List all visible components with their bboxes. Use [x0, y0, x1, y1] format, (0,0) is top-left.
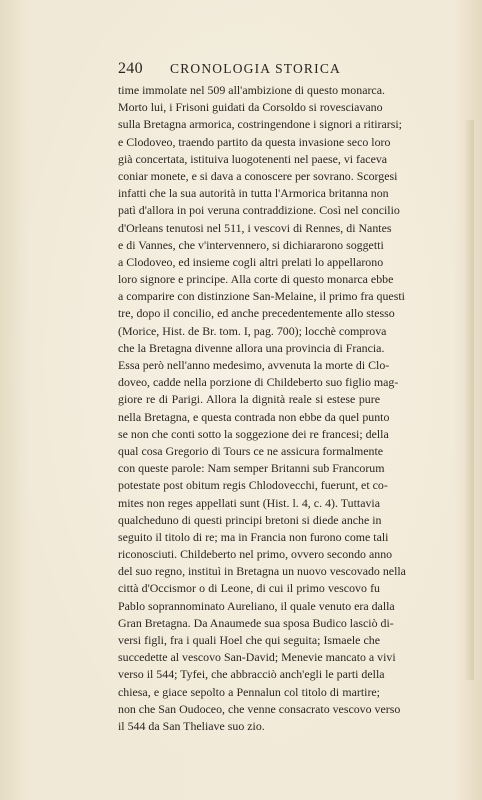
- text-line: nella Bretagna, e questa contrada non ebbe da quel punto: [118, 409, 390, 424]
- text-line: sulla Bretagna armorica, costringendone i signori a ritirarsi;: [118, 117, 402, 132]
- running-head: CRONOLOGIA STORICA: [170, 61, 341, 76]
- text-line: (Morice, Hist. de Br. tom. I, pag. 700); locchè comprova: [118, 323, 387, 338]
- text-line: già concertata, istituiva luogotenenti nel paese, vi faceva: [118, 151, 388, 166]
- text-line: infatti che la sua autorità in tutta l'Armorica britanna non: [118, 186, 389, 201]
- text-line: tre, dopo il concilio, ed anche precedentemente allo stesso: [118, 306, 395, 321]
- text-line: a comparire con distinzione San-Melaine, il primo fra questi: [118, 289, 405, 304]
- text-line: e di Vannes, che v'intervennero, si dichiararono soggetti: [118, 237, 384, 252]
- text-line: riconosciuti. Childeberto nel primo, ovvero secondo anno: [118, 547, 393, 562]
- text-line: e Clodoveo, traendo partito da questa invasione seco loro: [118, 134, 391, 149]
- text-line: del suo regno, instituì in Bretagna un nuovo vescovado nella: [118, 564, 406, 579]
- text-line: non che San Oudoceo, che venne consacrato vescovo verso: [118, 701, 401, 716]
- text-line: potestate post obitum regis Chlodovecchi, fuerunt, et co-: [118, 478, 388, 493]
- text-line: mites non reges appellati sunt (Hist. l. 4, c. 4). Tuttavia: [118, 495, 380, 510]
- page-header: [118, 58, 380, 80]
- body-text: [118, 82, 406, 735]
- text-line: coniar monete, e si dava a conoscere per sovrano. Scorgesi: [118, 168, 398, 183]
- text-line: Gran Bretagna. Da Anaumede sua sposa Budico lasciò di-: [118, 615, 394, 630]
- text-line: giore re di Parigi. Allora la dignità reale si estese pure: [118, 392, 380, 407]
- text-line: time immolate nel 509 all'ambizione di questo monarca.: [118, 83, 385, 97]
- text-line: il 544 da San Theliave suo zio.: [118, 718, 265, 733]
- text-line: loro signore e principe. Alla corte di questo monarca ebbe: [118, 272, 394, 287]
- text-line: Pablo soprannominato Aureliano, il quale venuto era dalla: [118, 598, 395, 613]
- text-line: patì d'allora in poi veruna contraddizione. Così nel concilio: [118, 203, 400, 218]
- text-line: chiesa, e giace sepolto a Pennalun col titolo di martire;: [118, 684, 380, 699]
- text-line: città d'Occismor o di Leone, di cui il primo vescovo fu: [118, 581, 380, 596]
- text-line: se non che conti sotto la soggezione dei re francesi; della: [118, 426, 389, 441]
- text-line: d'Orleans tenutosi nel 511, i vescovi di Rennes, di Nantes: [118, 220, 392, 235]
- text-line: a Clodoveo, ed insieme cogli altri prelati lo appellarono: [118, 254, 384, 269]
- text-line: succedette al vescovo San-David; Menevie mancato a vivi: [118, 650, 396, 665]
- text-line: verso il 544; Tyfei, che abbracciò anch'egli le parti della: [118, 667, 385, 682]
- text-line: versi figli, fra i quali Hoel che qui seguita; Ismaele che: [118, 633, 380, 647]
- text-line: qual cosa Gregorio di Tours ce ne assicura formalmente: [118, 443, 384, 458]
- text-line: Morto lui, i Frisoni guidati da Corsoldo si rovesciavano: [118, 100, 383, 115]
- text-line: doveo, cadde nella porzione di Childeberto suo figlio mag-: [118, 375, 399, 390]
- text-line: con queste parole: Nam semper Britanni sub Francorum: [118, 461, 385, 476]
- text-line: che la Bretagna divenne allora una provincia di Francia.: [118, 340, 385, 355]
- text-line: Essa però nell'anno medesimo, avvenuta la morte di Clo-: [118, 358, 390, 372]
- page-number: 240: [118, 60, 143, 77]
- paper-stain: [464, 120, 474, 680]
- text-line: qualcheduno di questi principi bretoni si diede anche in: [118, 512, 382, 527]
- text-line: seguito il titolo di re; ma in Francia non furono come tali: [118, 529, 389, 544]
